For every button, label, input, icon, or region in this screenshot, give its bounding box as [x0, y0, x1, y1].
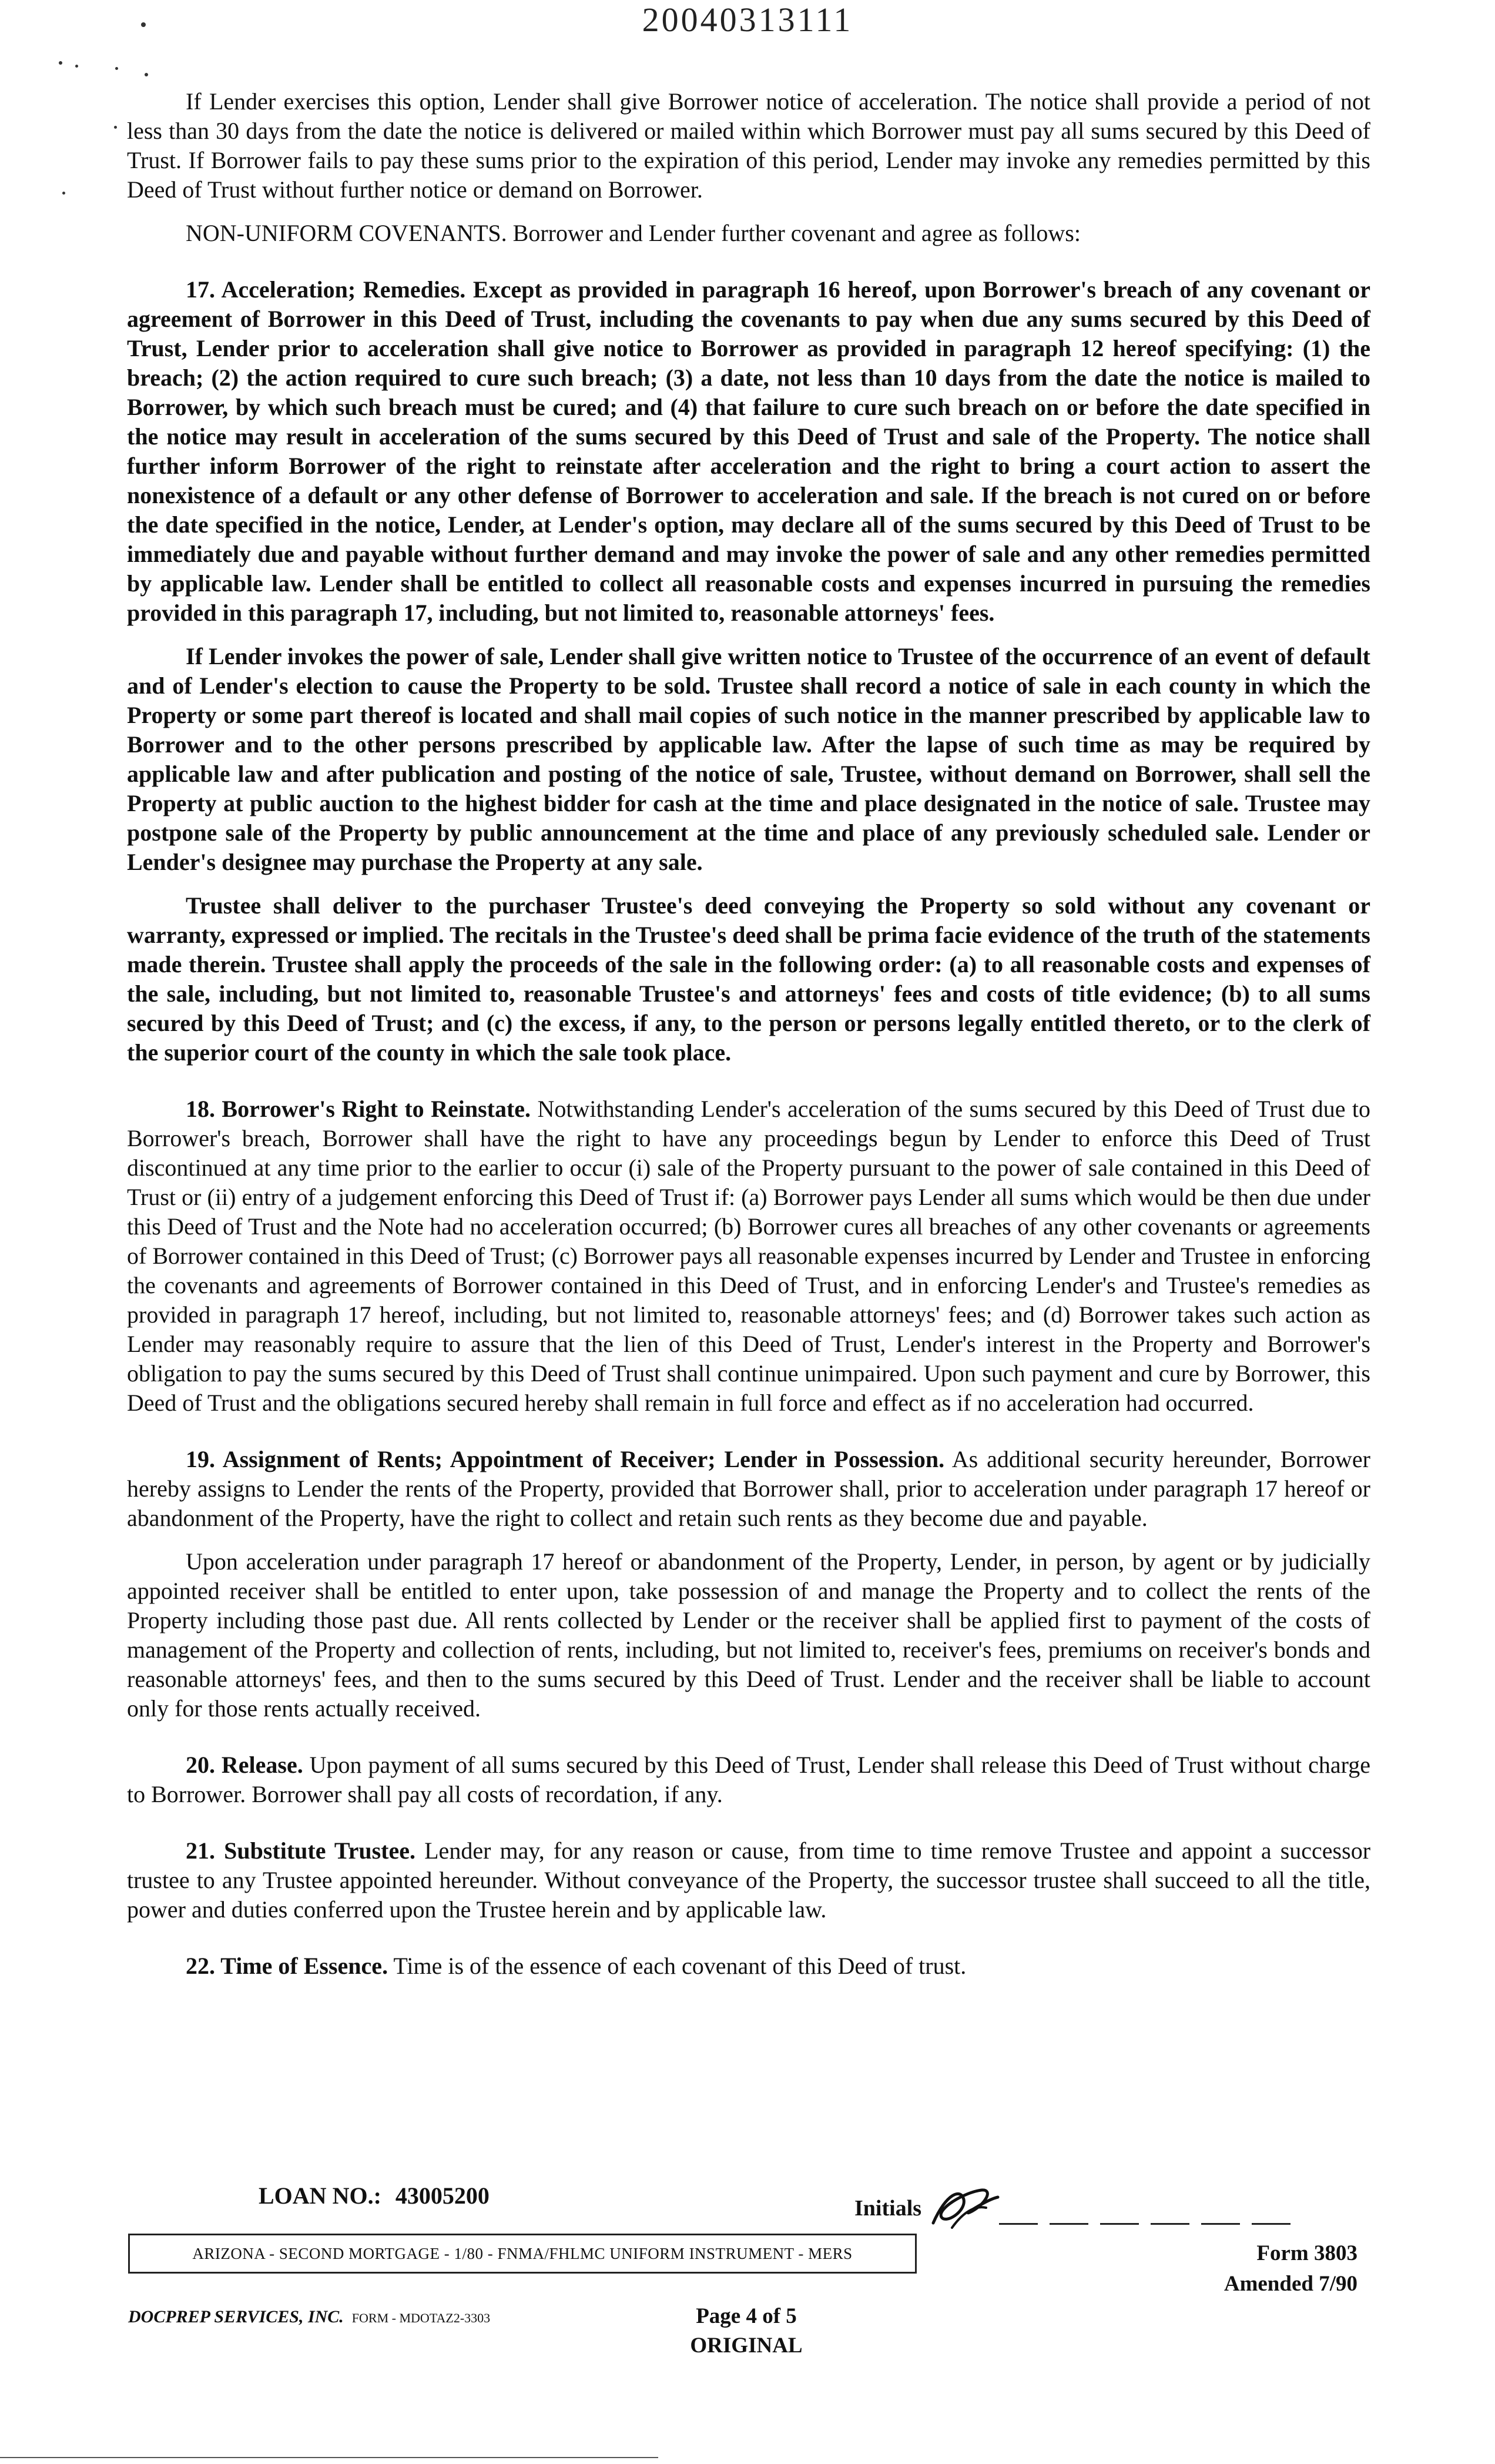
- initials-blank-line: [999, 2223, 1038, 2225]
- docprep-form-code: FORM - MDOTAZ2-3303: [351, 2311, 491, 2325]
- paragraph-trustee-deed: Trustee shall deliver to the purchaser Trustee's deed conveying the Property so sold without any covenant or warranty, expressed or implied. The recitals in the Trustee's deed shall be prima facie evidence of the truth of the statements made therein. Trustee shall apply the proceeds of the sale in the following order: (a) to all reasonable costs and expenses of the sale, including, but not limited to, reasonable Trustee's and attorneys' fees and costs of title evidence; (b) to all sums secured by this Deed of Trust; and (c) the excess, if any, to the person or persons legally entitled thereto, or to the clerk of the superior court of the county in which the sale took place.: [127, 892, 1370, 1066]
- paragraph-heading: 19. Assignment of Rents; Appointment of Receiver; Lender in Possession.: [186, 1446, 945, 1472]
- form-number: Form 3803: [1256, 2241, 1357, 2265]
- paragraph-body: Time is of the essence of each covenant of this Deed of trust.: [393, 1953, 967, 1979]
- scan-speck: [62, 192, 65, 195]
- scan-speck: [75, 65, 78, 68]
- paragraph-body: Notwithstanding Lender's acceleration of the sums secured by this Deed of Trust due to Borrower's breach, Borrower shall have the right to have any proceedings begun by Lender to enforce this Deed of Trust discontinued at any time prior to the earlier to occur (i) sale of the Property pursuant to the power of sale contained in this Deed of Trust or (ii) entry of a judgement enforcing this Deed of Trust if: (a) Borrower pays Lender all sums which would be then due under this Deed of Trust and the Note had no acceleration occurred; (b) Borrower cures all breaches of any other covenants or agreements of Borrower contained in this Deed of Trust; (c) Borrower pays all reasonable expenses incurred by Lender and Trustee in enforcing the covenants and agreements of Borrower contained in this Deed of Trust, and in enforcing Lender's and Trustee's remedies as provided in paragraph 17 hereof, including, but not limited to, reasonable attorneys' fees; and (d) Borrower takes such action as Lender may reasonably require to assure that the lien of this Deed of Trust, Lender's interest in the Property and Borrower's obligation to pay the sums secured by this Deed of Trust shall continue unimpaired. Upon such payment and cure by Borrower, this Deed of Trust and the obligations secured hereby shall remain in full force and effect as if no acceleration had occurred.: [127, 1096, 1371, 1416]
- initials-blank-line: [1050, 2223, 1088, 2225]
- paragraph-19-assignment-of-rents: [127, 1445, 1370, 1533]
- docprep-company: DOCPREP SERVICES, INC.: [128, 2307, 344, 2326]
- scan-edge-line: [0, 2457, 658, 2458]
- paragraph-receiver-rents: Upon acceleration under paragraph 17 hereof or abandonment of the Property, Lender, in person, by agent or by judicially appointed receiver shall be entitled to enter upon, take possession of and manage the Property and to collect the rents of the Property including those past due. All rents collected by Lender or the receiver shall be applied first to payment of the costs of management of the Property and collection of rents, including, but not limited to, receiver's fees, premiums on receiver's bonds and reasonable attorneys' fees, and then to the sums secured by this Deed of Trust. Lender and the receiver shall be liable to account only for those rents actually received.: [127, 1548, 1370, 1722]
- initials-blank-line: [1201, 2223, 1240, 2225]
- paragraph-body: As additional security hereunder, Borrower hereby assigns to Lender the rents of the Property, provided that Borrower shall, prior to acceleration under paragraph 17 hereof or abandonment of the Property, have the right to collect and retain such rents as they become due and payable.: [127, 1446, 1371, 1531]
- deed-body: [127, 87, 1370, 1995]
- paragraph-heading: 18. Borrower's Right to Reinstate.: [186, 1096, 531, 1122]
- paragraph-non-uniform-covenants: NON-UNIFORM COVENANTS. Borrower and Lender further covenant and agree as follows:: [186, 220, 1081, 246]
- paragraph-18-right-to-reinstate: [127, 1094, 1370, 1418]
- scan-speck: [59, 61, 62, 65]
- docprep-credit: [128, 2307, 490, 2327]
- paragraph-acceleration-notice: If Lender exercises this option, Lender shall give Borrower notice of acceleration. The notice shall provide a period of not less than 30 days from the date the notice is delivered or mailed within which Borrower must pay all sums secured by this Deed of Trust. If Borrower fails to pay these sums prior to the expiration of this period, Lender may invoke any remedies permitted by this Deed of Trust without further notice or demand on Borrower.: [127, 88, 1370, 203]
- paragraph-17-acceleration-remedies: 17. Acceleration; Remedies. Except as provided in paragraph 16 hereof, upon Borrower's breach of any covenant or agreement of Borrower in this Deed of Trust, including the covenants to pay when due any sums secured by this Deed of Trust, Lender prior to acceleration shall give notice to Borrower as provided in paragraph 12 hereof specifying: (1) the breach; (2) the action required to cure such breach; (3) a date, not less than 10 days from the date the notice is mailed to Borrower, by which such breach must be cured; and (4) that failure to cure such breach on or before the date specified in the notice may result in acceleration of the sums secured by this Deed of Trust and sale of the Property. The notice shall further inform Borrower of the right to reinstate after acceleration and the right to bring a court action to assert the nonexistence of a default or any other defense of Borrower to acceleration and sale. If the breach is not cured on or before the date specified in the notice, Lender, at Lender's option, may declare all of the sums secured by this Deed of Trust to be immediately due and payable without further demand and may invoke the power of sale and any other remedies permitted by applicable law. Lender shall be entitled to collect all reasonable costs and expenses incurred in pursuing the remedies provided in this paragraph 17, including, but not limited to, reasonable attorneys' fees.: [127, 276, 1370, 626]
- scan-speck: [145, 73, 148, 76]
- scan-speck: [141, 22, 146, 27]
- paragraph-body: Lender may, for any reason or cause, from time to time remove Trustee and appoint a successor trustee to any Trustee appointed hereunder. Without conveyance of the Property, the successor trustee shall succeed to all the title, power and duties conferred upon the Trustee herein and by applicable law.: [127, 1837, 1371, 1923]
- paragraph-heading: 22. Time of Essence.: [186, 1953, 388, 1979]
- loan-label-text: LOAN NO.:: [259, 2182, 381, 2209]
- form-number-block: [1187, 2238, 1357, 2299]
- paragraph-heading: 21. Substitute Trustee.: [186, 1837, 415, 1864]
- paragraph-22-time-of-essence: [127, 1951, 1370, 1981]
- document-number: 20040313111: [642, 1, 853, 39]
- initials-blank-line: [1252, 2223, 1290, 2225]
- scan-speck: [114, 126, 117, 129]
- form-amended-date: Amended 7/90: [1224, 2272, 1357, 2296]
- paragraph-heading: 20. Release.: [186, 1752, 303, 1778]
- initials-signature: [928, 2182, 1005, 2235]
- page-info: [670, 2302, 823, 2361]
- paragraph-body: Upon payment of all sums secured by this Deed of Trust, Lender shall release this Deed of Trust without charge to Borrower. Borrower shall pay all costs of recordation, if any.: [127, 1752, 1370, 1807]
- scan-speck: [115, 67, 118, 70]
- initials-label: Initials: [854, 2196, 922, 2221]
- page-number: Page 4 of 5: [696, 2304, 797, 2328]
- original-stamp: ORIGINAL: [690, 2334, 803, 2358]
- paragraph-21-substitute-trustee: [127, 1836, 1370, 1924]
- paragraph-power-of-sale: If Lender invokes the power of sale, Lender shall give written notice to Trustee of the occurrence of an event of default and of Lender's election to cause the Property to be sold. Trustee shall record a notice of sale in each county in which the Property or some part thereof is located and shall mail copies of such notice in the manner prescribed by applicable law to Borrower and to the other persons prescribed by applicable law. After the lapse of such time as may be required by applicable law and after publication and posting of the notice of sale, Trustee, without demand on Borrower, shall sell the Property at public auction to the highest bidder for cash at the time and place designated in the notice of sale. Trustee may postpone sale of the Property by public announcement at the time and place of any previously scheduled sale. Lender or Lender's designee may purchase the Property at any sale.: [127, 643, 1370, 875]
- form-type-box: ARIZONA - SECOND MORTGAGE - 1/80 - FNMA/FHLMC UNIFORM INSTRUMENT - MERS: [128, 2234, 917, 2274]
- initials-blank-line: [1100, 2223, 1139, 2225]
- loan-number-label: [259, 2182, 490, 2209]
- initials-blank-line: [1151, 2223, 1189, 2225]
- paragraph-20-release: [127, 1750, 1370, 1809]
- loan-number-value: 43005200: [395, 2182, 490, 2209]
